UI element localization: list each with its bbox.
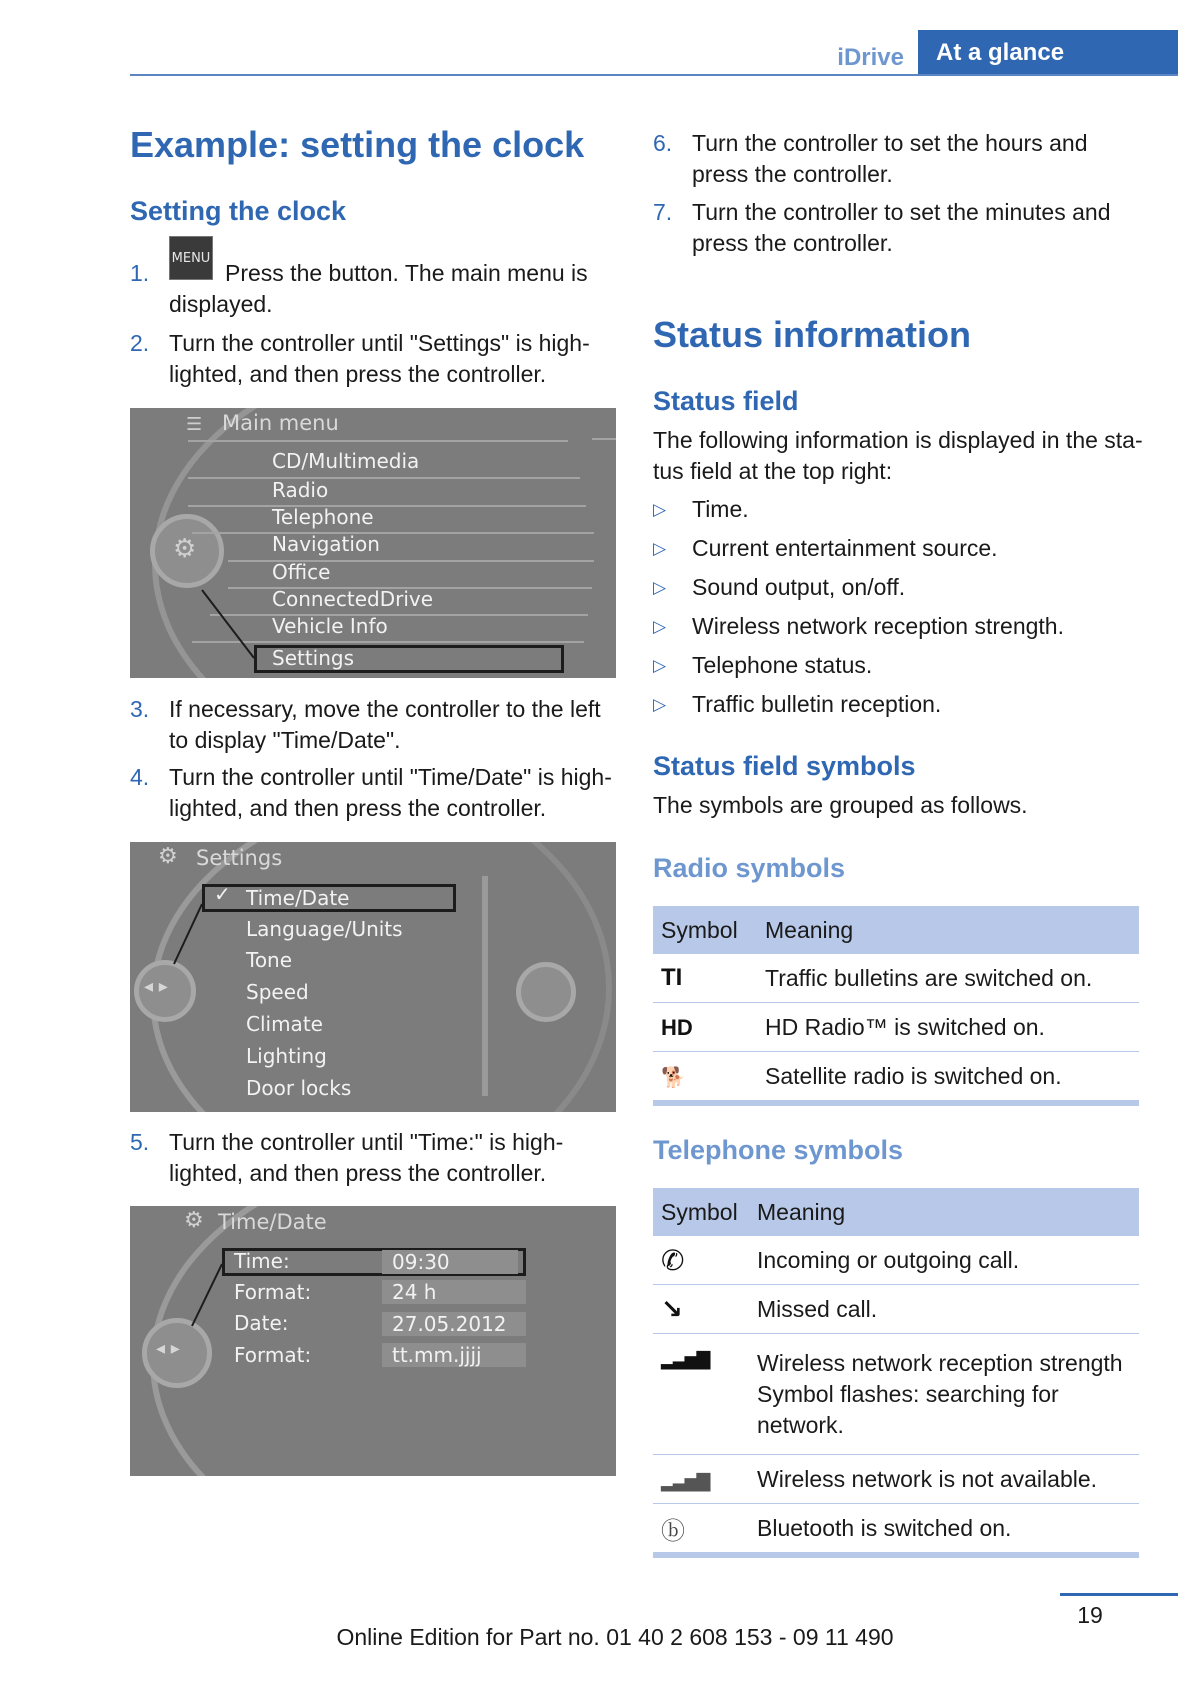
triangle-bullet-icon: ▷ — [653, 656, 667, 675]
setting-value: 09:30 — [382, 1250, 518, 1274]
step-number: 5. — [130, 1129, 150, 1155]
menu-item: Lighting — [246, 1044, 327, 1068]
table-cell: Traffic bulletins are switched on. — [757, 954, 1139, 1003]
step-text-line: Press the button. The main menu is — [225, 260, 588, 286]
table-row — [653, 1003, 1139, 1052]
hd-radio-icon: HD — [661, 1014, 693, 1040]
status-information-heading: Status information — [653, 314, 972, 355]
list-item-text: Current entertainment source. — [692, 535, 998, 561]
satellite-radio-icon: 🐕 — [661, 1066, 686, 1089]
table-row — [653, 1455, 1139, 1504]
arrow-left-right-icon: ◂ ▸ — [156, 1338, 180, 1359]
triangle-bullet-icon: ▷ — [653, 578, 667, 597]
setting-value: 24 h — [382, 1280, 526, 1304]
step-number: 2. — [130, 330, 150, 356]
menu-item: Door locks — [246, 1076, 352, 1100]
step-text-line: press the controller. — [692, 230, 893, 256]
arrow-left-right-icon: ◂ ▸ — [144, 976, 168, 997]
step-number: 3. — [130, 696, 150, 722]
radio-symbols-table — [653, 906, 1139, 1106]
checkmark-icon: ✓ — [214, 882, 231, 906]
idrive-settings-screenshot — [130, 842, 616, 1112]
idrive-main-menu-screenshot — [130, 408, 616, 678]
step-text-line: lighted, and then press the controller. — [169, 795, 547, 821]
step-text-line: Turn the controller until "Time/Date" is high- — [169, 764, 612, 790]
menu-item: ConnectedDrive — [272, 587, 434, 611]
menu-item: CD/Multimedia — [272, 449, 420, 473]
step-text-line: Turn the controller to set the minutes and — [692, 199, 1111, 225]
menu-button-icon: MENU — [169, 236, 213, 280]
header-chapter-tab: At a glance — [918, 30, 1178, 76]
list-item — [653, 689, 1153, 720]
screen-title: Settings — [196, 846, 283, 870]
step-text-line: lighted, and then press the controller. — [169, 361, 547, 387]
list-item-text: Telephone status. — [692, 652, 873, 678]
traffic-bulletin-icon: TI — [661, 964, 683, 991]
list-item — [653, 533, 1153, 564]
table-cell: Satellite radio is switched on. — [757, 1052, 1139, 1104]
table-cell: Wireless network is not available. — [749, 1455, 1139, 1504]
menu-item: Navigation — [272, 532, 380, 556]
clock-gear-icon: ⚙ — [184, 1208, 204, 1233]
bluetooth-icon: ⓑ — [661, 1517, 685, 1545]
step-text-line: Turn the controller until "Time:" is high- — [169, 1129, 564, 1155]
column-header: Symbol — [653, 906, 757, 954]
step-number: 4. — [130, 764, 150, 790]
setting-label: Format: — [234, 1280, 312, 1304]
step-text-line: Turn the controller until "Settings" is high- — [169, 330, 590, 356]
list-item — [653, 650, 1153, 681]
column-header: Meaning — [749, 1188, 1139, 1236]
table-row — [653, 1285, 1139, 1334]
radio-symbols-heading: Radio symbols — [653, 853, 846, 883]
gear-icon: ⚙ — [158, 844, 178, 869]
table-row — [653, 954, 1139, 1003]
table-row — [653, 1052, 1139, 1104]
step-text-line: If necessary, move the controller to the left — [169, 696, 601, 722]
step-5 — [130, 1127, 620, 1189]
missed-call-icon: ↘ — [661, 1293, 683, 1324]
menu-item: Telephone — [272, 505, 374, 529]
step-4 — [130, 762, 620, 824]
page-title: Example: setting the clock — [130, 124, 585, 165]
screen-title: Main menu — [222, 411, 339, 435]
telephone-symbols-table — [653, 1188, 1139, 1558]
menu-item: Language/Units — [246, 917, 403, 941]
menu-list-icon: ☰ — [186, 414, 203, 435]
status-field-symbols-heading: Status field symbols — [653, 751, 916, 781]
list-item-text: Traffic bulletin reception. — [692, 691, 942, 717]
list-item-text: Sound output, on/off. — [692, 574, 906, 600]
step-text-line: displayed. — [169, 291, 273, 317]
table-cell: Incoming or outgoing call. — [749, 1236, 1139, 1285]
step-3 — [130, 694, 620, 756]
step-number: 7. — [653, 199, 673, 225]
step-text-line: lighted, and then press the controller. — [169, 1160, 547, 1186]
selection-pointer-line — [130, 842, 616, 1112]
footer-rule — [1060, 1593, 1178, 1596]
setting-value: 27.05.2012 — [382, 1312, 526, 1336]
step-number: 1. — [130, 260, 150, 286]
menu-item-selected: Time/Date — [246, 886, 350, 910]
step-6 — [653, 128, 1153, 190]
telephone-symbols-heading: Telephone symbols — [653, 1135, 904, 1165]
gear-icon: ⚙ — [173, 534, 197, 564]
header-section-label: iDrive — [837, 44, 904, 71]
table-cell: Missed call. — [749, 1285, 1139, 1334]
edition-note: Online Edition for Part no. 01 40 2 608 153 - 09 11 490 — [336, 1624, 894, 1650]
list-item — [653, 494, 1153, 525]
phone-handset-icon: ✆ — [661, 1244, 685, 1276]
step-1 — [130, 251, 620, 320]
status-field-intro: The following information is displayed in the sta- — [653, 427, 1143, 453]
step-number: 6. — [653, 130, 673, 156]
menu-item: Tone — [246, 948, 293, 972]
page-number: 19 — [1077, 1602, 1103, 1628]
setting-value: tt.mm.jjjj — [382, 1343, 526, 1367]
table-row — [653, 1236, 1139, 1285]
menu-item: Vehicle Info — [272, 614, 388, 638]
selection-pointer-line — [130, 408, 616, 678]
column-header: Meaning — [757, 906, 1139, 954]
menu-item: Office — [272, 560, 331, 584]
setting-label: Time: — [234, 1249, 290, 1273]
menu-item: Climate — [246, 1012, 323, 1036]
setting-label: Format: — [234, 1343, 312, 1367]
list-item-text: Time. — [692, 496, 749, 522]
table-header-row — [653, 1188, 1139, 1236]
table-cell: HD Radio™ is switched on. — [757, 1003, 1139, 1052]
column-header: Symbol — [653, 1188, 749, 1236]
signal-strength-icon: ▂▃▅▇ — [661, 1349, 709, 1369]
screen-title: Time/Date — [218, 1210, 327, 1234]
step-text-line: to display "Time/Date". — [169, 727, 401, 753]
setting-label: Date: — [234, 1311, 289, 1335]
table-header-row — [653, 906, 1139, 954]
triangle-bullet-icon: ▷ — [653, 617, 667, 636]
section-heading-setting-clock: Setting the clock — [130, 196, 347, 226]
status-field-heading: Status field — [653, 386, 799, 416]
symbols-intro: The symbols are grouped as follows. — [653, 792, 1028, 818]
list-item — [653, 572, 1153, 603]
menu-item: Speed — [246, 980, 309, 1004]
table-row — [653, 1334, 1139, 1455]
step-text-line: Turn the controller to set the hours and — [692, 130, 1088, 156]
triangle-bullet-icon: ▷ — [653, 695, 667, 714]
table-cell: Bluetooth is switched on. — [749, 1504, 1139, 1556]
header-rule — [130, 74, 1178, 76]
table-row — [653, 1504, 1139, 1556]
step-text-line: press the controller. — [692, 161, 893, 187]
triangle-bullet-icon: ▷ — [653, 539, 667, 558]
step-7 — [653, 197, 1153, 259]
table-cell: Wireless network reception strength Symbol flashes: searching for network. — [749, 1334, 1139, 1455]
list-item-text: Wireless network reception strength. — [692, 613, 1064, 639]
triangle-bullet-icon: ▷ — [653, 500, 667, 519]
selection-pointer-line — [130, 1206, 616, 1476]
step-2 — [130, 328, 620, 390]
idrive-time-date-screenshot — [130, 1206, 616, 1476]
menu-item-selected: Settings — [272, 646, 355, 670]
status-field-intro: tus field at the top right: — [653, 458, 893, 484]
menu-item: Radio — [272, 478, 329, 502]
no-network-icon: ▂▃▅▇ — [661, 1470, 709, 1491]
list-item — [653, 611, 1153, 642]
